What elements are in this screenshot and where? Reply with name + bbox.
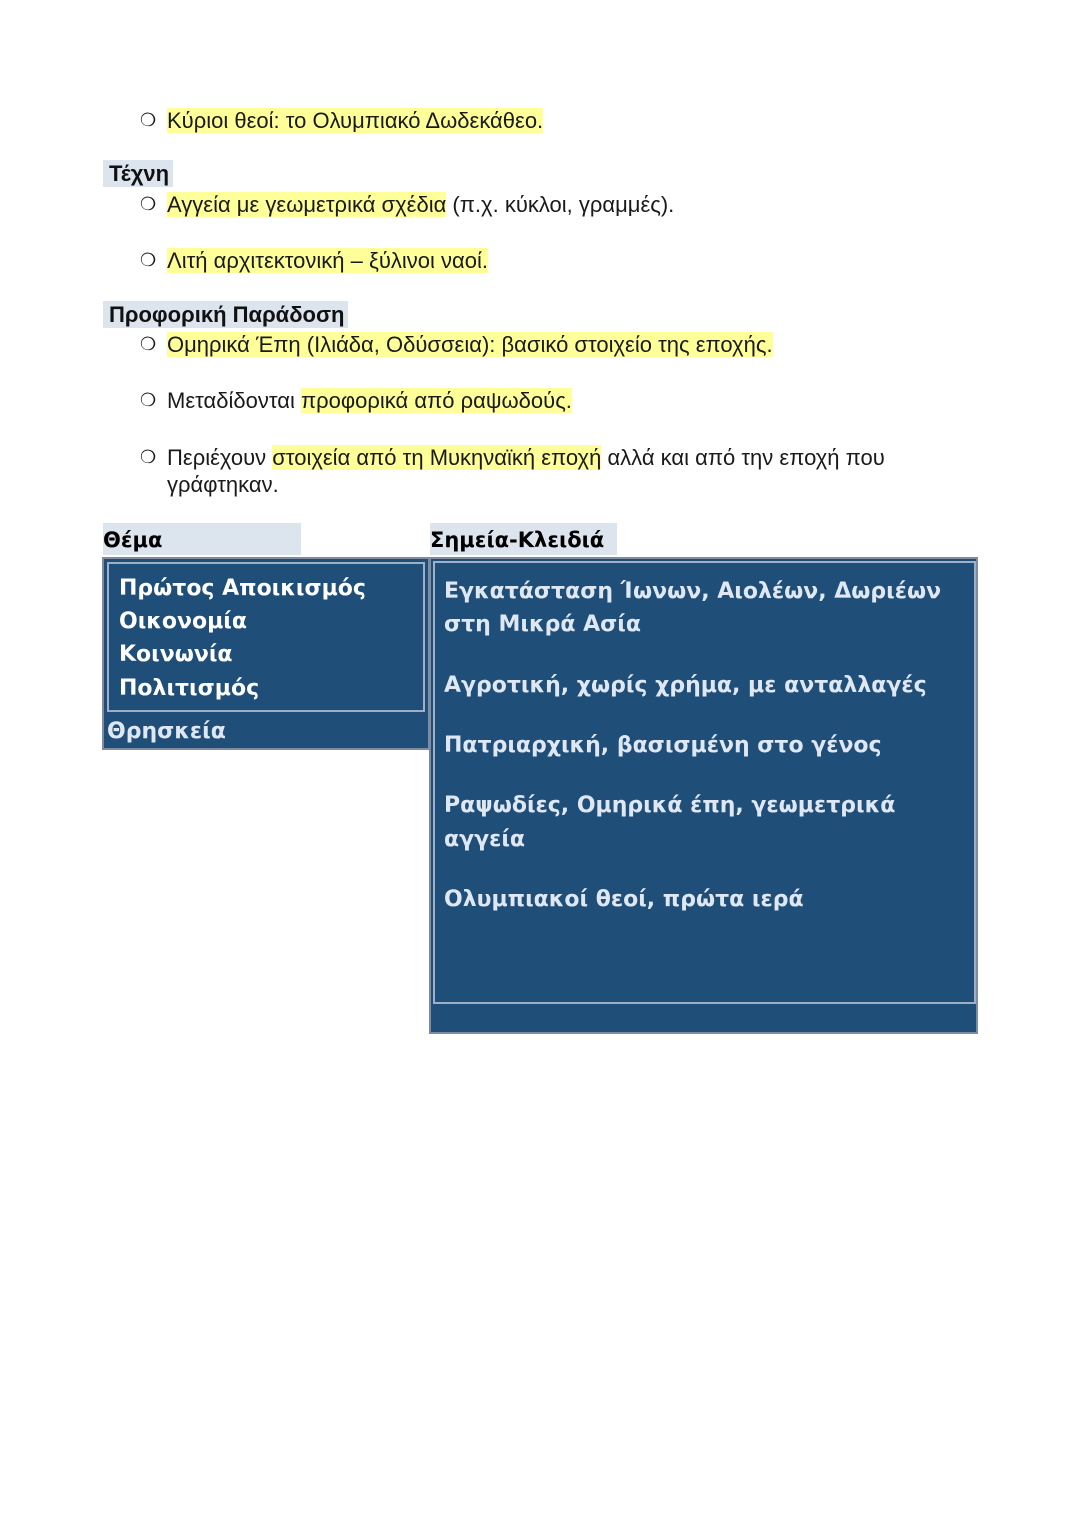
bullet-circle-icon: ❍	[140, 110, 157, 130]
keypoints-column	[429, 557, 978, 1034]
highlighted-text: Λιτή αρχιτεκτονική – ξύλινοι ναοί.	[167, 248, 488, 273]
section-heading-art: Τέχνη	[103, 160, 173, 187]
keypoint-item-cont: αγγεία	[444, 827, 526, 852]
keypoints-cell	[433, 561, 976, 1004]
bullet-circle-icon: ❍	[140, 334, 157, 354]
section-heading-oral-tradition: Προφορική Παράδοση	[103, 301, 348, 328]
keypoint-item: Ολυμπιακοί θεοί, πρώτα ιερά	[444, 887, 804, 912]
header-label: Θέμα	[103, 528, 163, 552]
bullet-circle-icon: ❍	[140, 390, 157, 410]
bullet-text: (π.χ. κύκλοι, γραμμές).	[446, 192, 675, 217]
keypoint-item-cont: στη Μικρά Ασία	[444, 612, 641, 637]
highlighted-text: προφορικά από ραψωδούς.	[300, 388, 572, 413]
topic-item: Πολιτισμός	[119, 676, 260, 701]
keypoint-item: Αγροτική, χωρίς χρήμα, με ανταλλαγές	[444, 673, 927, 698]
header-label: Σημεία-Κλειδιά	[430, 528, 605, 552]
keypoint-item: Ραψωδίες, Ομηρικά έπη, γεωμετρικά	[444, 793, 896, 818]
bullet-circle-icon: ❍	[140, 447, 157, 467]
highlighted-text: Κύριοι θεοί: το Ολυμπιακό Δωδεκάθεο.	[167, 108, 544, 133]
topics-cell	[107, 562, 425, 712]
highlighted-text: Αγγεία με γεωμετρικά σχέδια	[167, 192, 447, 217]
keypoint-item: Πατριαρχική, βασισμένη στο γένος	[444, 733, 882, 758]
table-header-keypoints	[430, 523, 617, 555]
topic-item: Οικονομία	[119, 609, 247, 634]
highlighted-text: στοιχεία από τη Μυκηναϊκή εποχή	[272, 445, 602, 470]
bullet-text: αλλά και από την εποχή που	[601, 445, 885, 470]
bullet-text: Περιέχουν	[167, 445, 273, 470]
bullet-circle-icon: ❍	[140, 250, 157, 270]
topic-item: Κοινωνία	[119, 642, 233, 667]
keypoint-item: Εγκατάσταση Ίωνων, Αιολέων, Δωριέων	[444, 579, 942, 604]
topic-item: Πρώτος Αποικισμός	[119, 576, 366, 601]
highlighted-text: Ομηρικά Έπη (Ιλιάδα, Οδύσσεια): βασικό στοιχείο της εποχής.	[167, 332, 773, 357]
topic-column	[102, 557, 430, 750]
table-header-topic	[103, 523, 301, 555]
bullet-text-continued: γράφτηκαν.	[167, 472, 279, 497]
topic-item-religion: Θρησκεία	[107, 719, 226, 744]
bullet-circle-icon: ❍	[140, 194, 157, 214]
bullet-text: Μεταδίδονται	[167, 388, 301, 413]
